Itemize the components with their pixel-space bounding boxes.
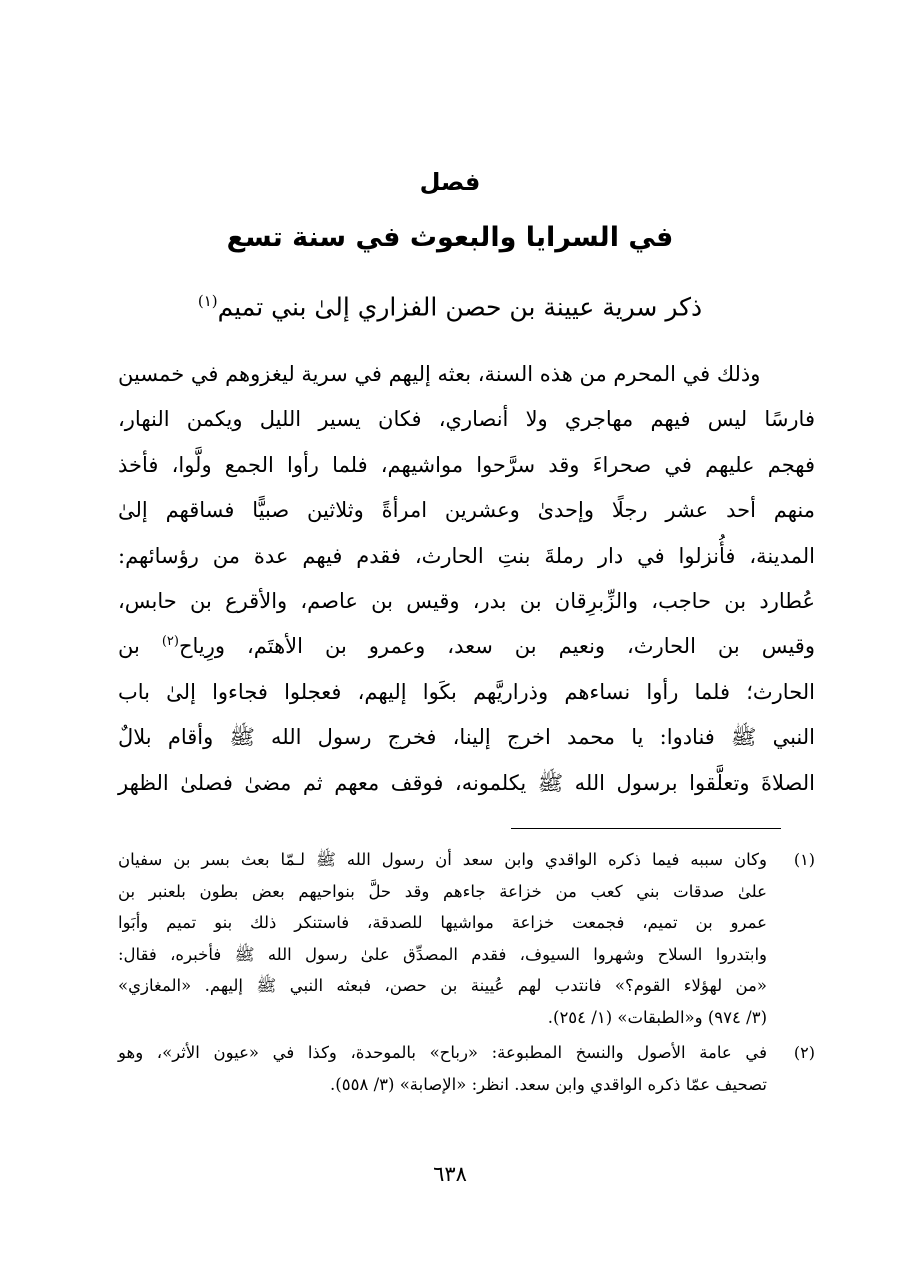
body-line: [118, 534, 815, 579]
footnote-line: وابتدروا السلاح وشهروا السيوف، فقدم المصدِّق علىٰ رسول الله ﷺ فأخبره، فقال:: [118, 944, 767, 964]
footnotes: [118, 844, 815, 1104]
footnote: [118, 844, 815, 1033]
footnote-ref: (١): [197, 292, 218, 310]
footnote-divider: [511, 828, 781, 829]
body-line-text: منهم أحد عشر رجلًا وإحدىٰ وعشرين امرأةً وثلاثين صبيًّا فساقهم إلىٰ: [118, 498, 815, 523]
footnote-line: في عامة الأصول والنسخ المطبوعة: «رباح» بالموحدة، وكذا في «عيون الأثر»، وهو: [118, 1043, 767, 1062]
footnote-line: «من لهؤلاء القوم؟» فانتدب لهم عُيينة بن حصن، فبعثه النبي ﷺ إليهم. «المغازي»: [118, 976, 767, 995]
footnote-number: (١): [793, 850, 815, 869]
body-line: [118, 579, 815, 624]
body-line: [118, 352, 815, 397]
body-line-text: عُطارد بن حاجب، والزِّبرِقان بن بدر، وقيس بن عاصم، والأقرع بن حابس،: [118, 588, 815, 613]
footnote-line: وكان سببه فيما ذكره الواقدي وابن سعد أن رسول الله ﷺ لـمّا بعث بسر بن سفيان: [118, 850, 767, 869]
body-text: [118, 352, 815, 806]
chapter-label: فصل: [419, 168, 481, 196]
body-line-text: فارسًا ليس فيهم مهاجري ولا أنصاري، فكان يسير الليل ويكمن النهار،: [118, 407, 815, 432]
body-line-text: الصلاةَ وتعلَّقوا برسول الله ﷺ يكلمونه، فوقف معهم ثم مضىٰ فصلىٰ الظهر: [118, 770, 815, 795]
section-title: [100, 292, 800, 321]
chapter-title: في السرايا والبعوث في سنة تسع: [226, 222, 674, 253]
footnote-line: علىٰ صدقات بني كعب من خزاعة جاءهم وقد حلَّ بنواحيهم بعض بطون بلعنبر بن: [118, 881, 767, 901]
footnote-line: (٣/ ٩٧٤) و«الطبقات» (١/ ٢٥٤).: [547, 1007, 767, 1027]
body-line: [118, 761, 815, 806]
body-line: [118, 715, 815, 760]
footnote-number: (٢): [793, 1043, 815, 1062]
body-line-text: النبي ﷺ فنادوا: يا محمد اخرج إلينا، فخرج رسول الله ﷺ وأقام بلالٌ: [118, 725, 815, 750]
page-number: ٦٣٨: [433, 1162, 467, 1186]
body-line: [118, 624, 815, 669]
body-line-text: المدينة، فأُنزلوا في دار رملةَ بنتِ الحارث، فقدم فيهم عدة من رؤسائهم:: [118, 543, 815, 568]
footnote-line: عمرو بن تميم، فجمعت خزاعة مواشيها للصدقة، فاستنكر ذلك بنو تميم وأبَوا: [118, 913, 767, 932]
section-title-text: ذكر سرية عيينة بن حصن الفزاري إلىٰ بني تميم: [217, 292, 703, 322]
footnote-ref: (٢): [161, 634, 179, 650]
body-line: [118, 670, 815, 715]
body-line: [118, 397, 815, 442]
body-line-text: فهجم عليهم في صحراءَ وقد سرَّحوا مواشيهم، فلما رأوا الجمع ولَّوا، فأخذ: [118, 452, 815, 477]
footnote: [118, 1037, 815, 1100]
body-line-text: الحارث؛ فلما رأوا نساءهم وذراريَّهم بكَوا إليهم، فعجلوا فجاءوا إلىٰ باب: [118, 679, 815, 704]
footnote-line: تصحيف عمّا ذكره الواقدي وابن سعد. انظر: «الإصابة» (٣/ ٥٥٨).: [330, 1074, 767, 1094]
body-line: [118, 443, 815, 488]
body-line-text: وذلك في المحرم من هذه السنة، بعثه إليهم في سرية ليغزوهم في خمسين: [118, 362, 761, 386]
body-line-text: بن: [118, 634, 162, 659]
body-line: [118, 488, 815, 533]
body-line-text: وقيس بن الحارث، ونعيم بن سعد، وعمرو بن الأهتَم، ورِياح: [178, 634, 815, 659]
